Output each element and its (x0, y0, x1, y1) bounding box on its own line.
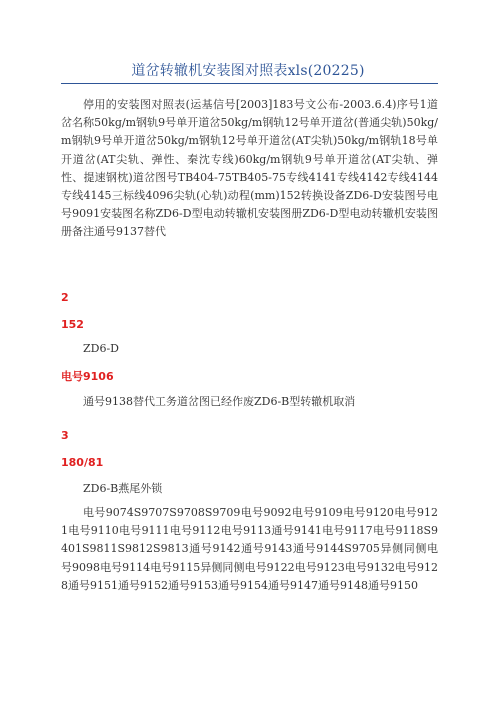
section-heading-travel: 180/81 (61, 456, 104, 469)
document-title: 道岔转辙机安装图对照表xls(20225) (131, 63, 365, 79)
section-heading-drawing: 电号9106 (61, 370, 114, 383)
intro-paragraph: 停用的安装图对照表(运基信号[2003]183号文公布-2003.6.4)序号1道岔名称50kg/m钢轨9号单开道岔50kg/m钢轨12号单开道岔(普通尖轨)50kg/m钢轨9号单开道岔50kg/m钢轨12号单开道岔(AT尖轨)50kg/m钢轨18号单开道岔(AT尖轨、弹性、秦沈专线)60kg/m钢轨9号单开道岔(AT尖轨、弹性、提速钢枕)道岔图号TB404-75TB405-75专线4141专线4142专线4144专线4145三标线4096尖轨(心轨)动程(mm)152转换设备ZD6-D安装图号电号9091安装图名称ZD6-D型电动转辙机安装图册ZD6-D型电动转辙机安装图册备注通号9137替代 (61, 98, 438, 239)
section-text-device: ZD6-B燕尾外锁 (83, 482, 163, 495)
section-heading-number: 2 (61, 291, 69, 304)
section-text-remark: 通号9138替代工务道岔图已经作废ZD6-B型转辙机取消 (83, 395, 356, 408)
section-text-device: ZD6-D (83, 342, 119, 355)
section-heading-travel: 152 (61, 318, 84, 331)
title-divider (61, 83, 438, 84)
section-heading-number: 3 (61, 429, 69, 442)
drawing-number-paragraph: 电号9074S9707S9708S9709电号9092电号9109电号9120电号9121电号9110电号9111电号9112电号9113通号9141电号9117电号9118S9401S9811S9812S9813通号9142通号9143通号9144S9705异侧同侧电号9098电号9114电号9115异侧同侧电号9122电号9123电号9132电号9128通号9151通号9152通号9153通号9154通号9147通号9148通号9150 (61, 506, 438, 592)
